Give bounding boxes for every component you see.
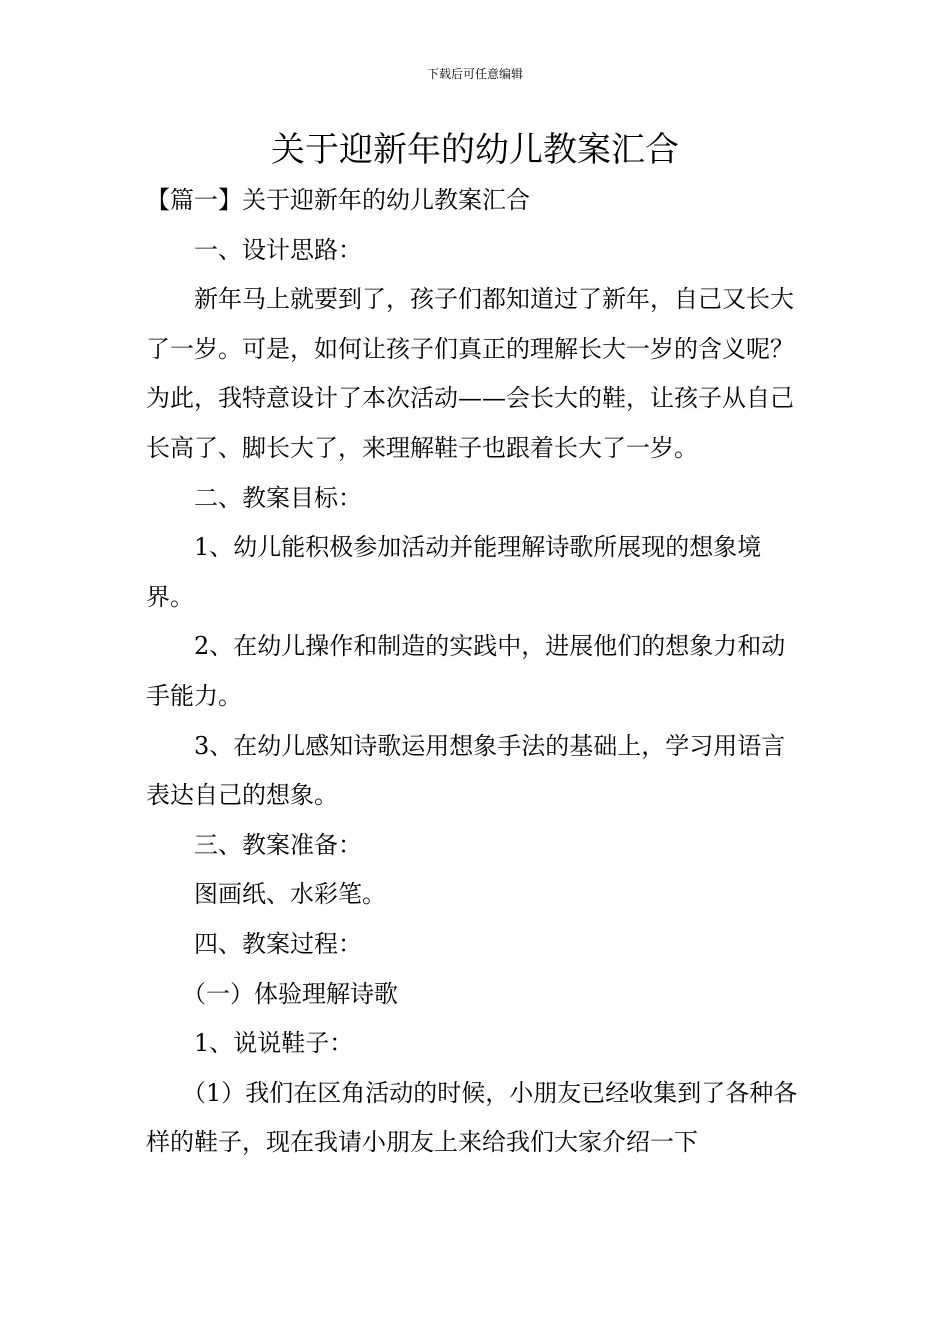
- subheading-preparation: 三、教案准备：: [194, 830, 362, 859]
- subheading-design-idea: 一、设计思路：: [194, 235, 362, 264]
- objective-item-3: 3、在幼儿感知诗歌运用想象手法的基础上，学习用语言表达自己的想象。: [146, 731, 786, 810]
- header-note: 下载后可任意编辑: [426, 67, 523, 81]
- objective-item-1: 1、幼儿能积极参加活动并能理解诗歌所展现的想象境界。: [146, 533, 762, 611]
- process-substep-1-detail: （1）我们在区角活动的时候，小朋友已经收集到了各种各样的鞋子，现在我请小朋友上来给我们大家介绍一下: [146, 1078, 798, 1157]
- document-body: [146, 176, 806, 1168]
- document-title: 关于迎新年的幼儿教案汇合: [271, 130, 679, 170]
- paragraph-design-idea: 新年马上就要到了，孩子们都知道过了新年，自己又长大了一岁。可是，如何让孩子们真正的理解长大一岁的含义呢？为此，我特意设计了本次活动——会长大的鞋，让孩子从自己长高了、脚长大了，来理解鞋子也跟着长大了一岁。: [146, 285, 794, 462]
- process-step-heading: （一）体验理解诗歌: [182, 979, 398, 1008]
- subheading-process: 四、教案过程：: [194, 929, 362, 958]
- objective-item-2: 2、在幼儿操作和制造的实践中，进展他们的想象力和动手能力。: [146, 632, 786, 710]
- subheading-objectives: 二、教案目标：: [194, 483, 362, 512]
- process-substep-1: 1、说说鞋子：: [194, 1029, 354, 1058]
- paragraph-preparation: 图画纸、水彩笔。: [194, 880, 386, 909]
- section-heading: 【篇一】关于迎新年的幼儿教案汇合: [146, 186, 530, 214]
